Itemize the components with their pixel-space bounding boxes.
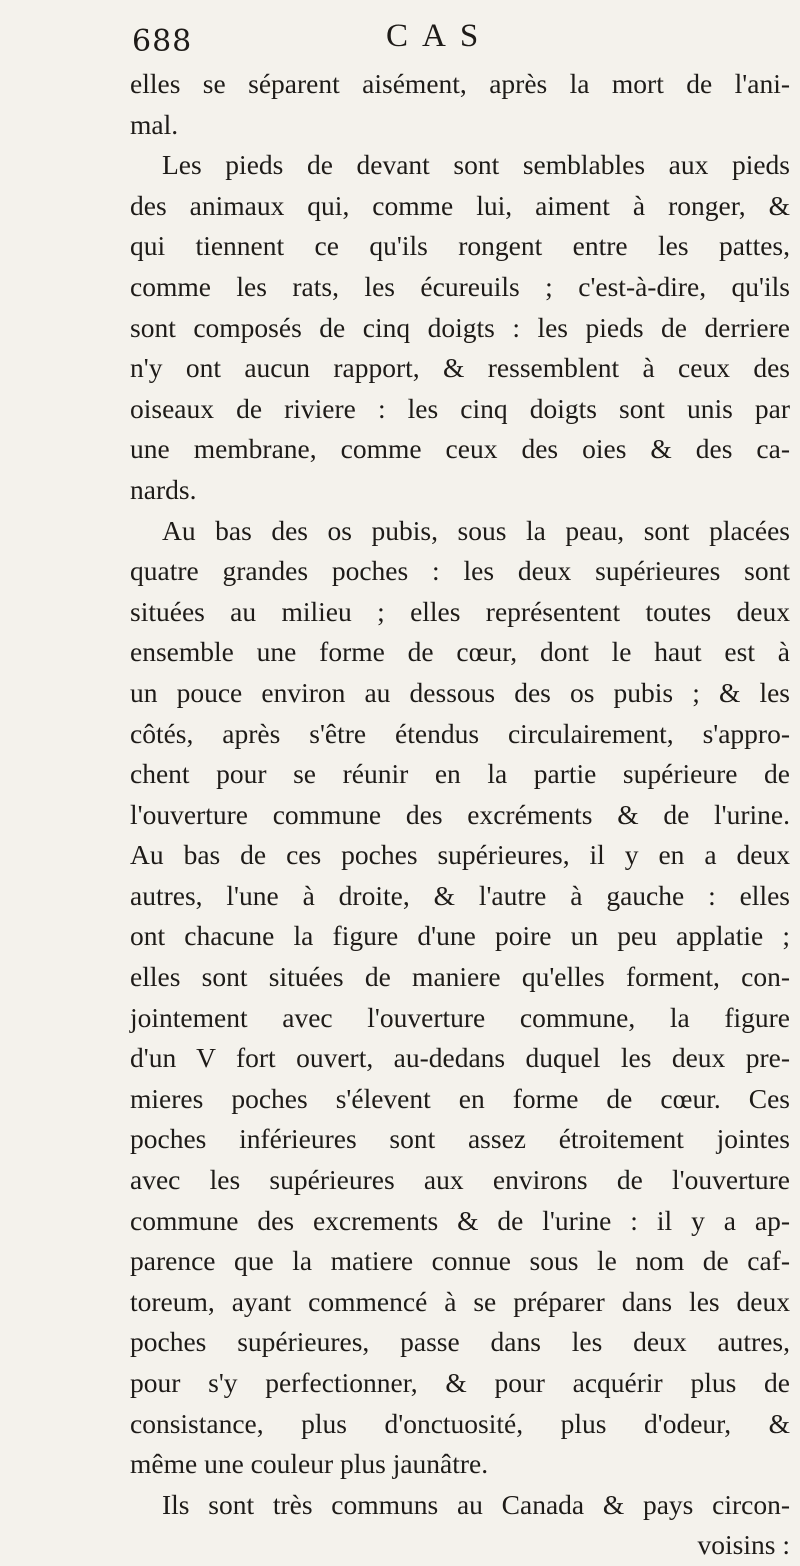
running-head: CAS <box>386 18 493 54</box>
text-line: commune des excrements & de l'urine : il y a ap- <box>130 1204 790 1236</box>
text-line: situées au milieu ; elles représentent toutes deux <box>130 595 790 627</box>
text-line: poches supérieures, passe dans les deux autres, <box>130 1326 790 1358</box>
body-text <box>130 64 790 1566</box>
text-line: une membrane, comme ceux des oies & des ca- <box>130 433 790 465</box>
text-line: n'y ont aucun rapport, & ressemblent à ceux des <box>130 352 790 384</box>
text-line: parence que la matiere connue sous le nom de caf- <box>130 1245 790 1277</box>
text-line: elles sont situées de maniere qu'elles forment, con- <box>130 961 790 993</box>
text-line: mal. <box>130 108 179 140</box>
text-line: oiseaux de riviere : les cinq doigts sont unis par <box>130 392 790 424</box>
text-line: côtés, après s'être étendus circulairement, s'appro- <box>130 717 790 749</box>
text-line: chent pour se réunir en la partie supérieure de <box>130 758 790 790</box>
text-line: autres, l'une à droite, & l'autre à gauche : elles <box>130 879 790 911</box>
text-line: qui tiennent ce qu'ils rongent entre les pattes, <box>130 230 790 262</box>
text-line: nards. <box>130 473 197 505</box>
text-line: consistance, plus d'onctuosité, plus d'odeur, & <box>130 1407 790 1439</box>
text-line: des animaux qui, comme lui, aiment à ronger, & <box>130 189 790 221</box>
text-line: toreum, ayant commencé à se préparer dans les deux <box>130 1285 790 1317</box>
text-line: mieres poches s'élevent en forme de cœur. Ces <box>130 1082 790 1114</box>
text-line: pour s'y perfectionner, & pour acquérir plus de <box>130 1367 790 1398</box>
page-number: 688 <box>132 24 193 59</box>
text-line: sont composés de cinq doigts : les pieds de derriere <box>130 311 790 343</box>
text-line: l'ouverture commune des excréments & de l'urine. <box>130 798 790 830</box>
text-line: quatre grandes poches : les deux supérieures sont <box>130 555 790 587</box>
text-line: avec les supérieures aux environs de l'ouverture <box>130 1164 790 1196</box>
text-line: elles se séparent aisément, après la mort de l'ani- <box>130 68 790 99</box>
catchword-line: voisins : <box>697 1529 790 1561</box>
text-line: même une couleur plus jaunâtre. <box>130 1448 489 1480</box>
text-line: ont chacune la figure d'une poire un peu applatie ; <box>130 920 790 952</box>
paragraph-start-line: Au bas des os pubis, sous la peau, sont placées <box>162 514 790 546</box>
text-line: un pouce environ au dessous des os pubis ; & les <box>130 676 790 708</box>
paragraph-start-line: Les pieds de devant sont semblables aux pieds <box>162 149 790 181</box>
paragraph-start-line: Ils sont très communs au Canada & pays circon- <box>162 1488 790 1520</box>
text-line: jointement avec l'ouverture commune, la figure <box>130 1001 790 1033</box>
text-line: Au bas de ces poches supérieures, il y en a deux <box>130 839 790 871</box>
text-line: d'un V fort ouvert, au-dedans duquel les deux pre- <box>130 1042 790 1074</box>
text-line: poches inférieures sont assez étroitement jointes <box>130 1123 790 1155</box>
page-header <box>0 18 800 64</box>
text-line: ensemble une forme de cœur, dont le haut est à <box>130 636 790 668</box>
text-line: comme les rats, les écureuils ; c'est-à-dire, qu'ils <box>130 270 790 302</box>
